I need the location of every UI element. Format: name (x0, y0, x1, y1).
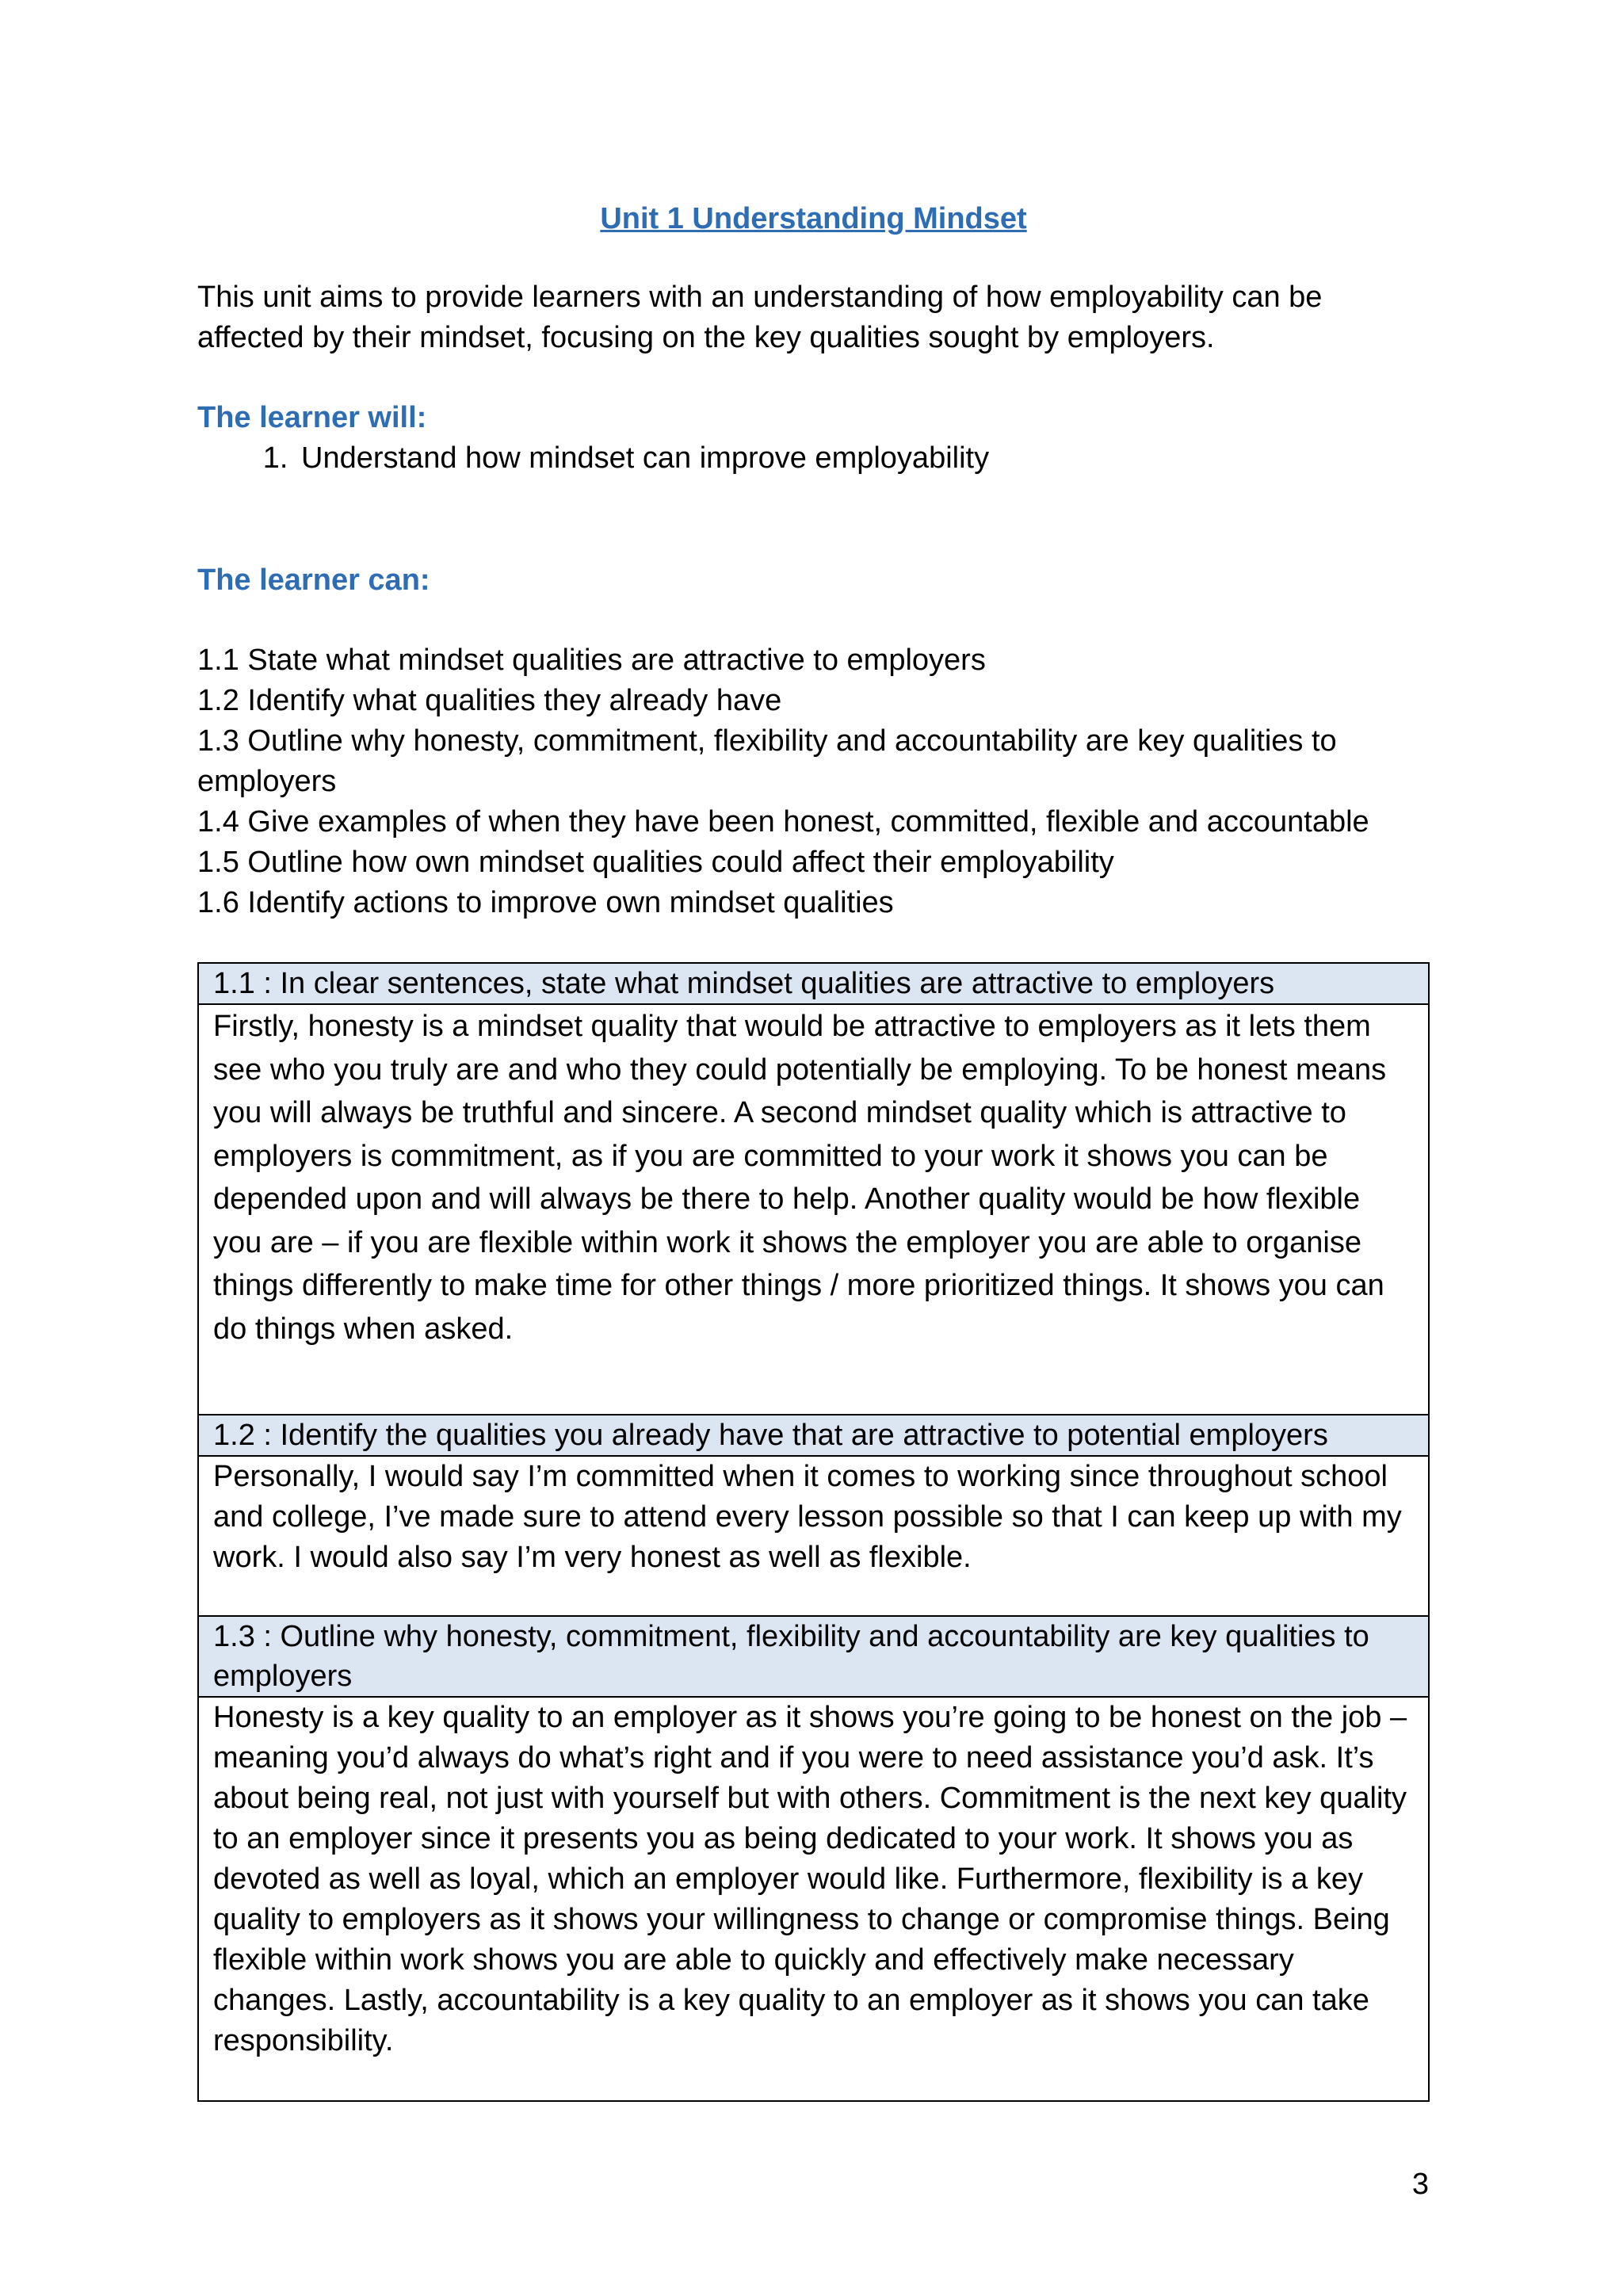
criteria-item: 1.4 Give examples of when they have been honest, committed, flexible and accountable (197, 805, 1369, 839)
criteria-item: 1.1 State what mindset qualities are attractive to employers (197, 644, 986, 677)
criteria-item: 1.2 Identify what qualities they already have (197, 684, 782, 717)
unit-title: Unit 1 Understanding Mindset (600, 202, 1027, 235)
question-answer-table (197, 962, 1430, 2102)
learner-will-heading: The learner will: (197, 401, 427, 434)
learning-outcome-item: 1. Understand how mindset can improve employability (296, 438, 1430, 479)
question-cell: 1.2 : Identify the qualities you already have that are attractive to potential employers (198, 1415, 1429, 1456)
learner-can-heading: The learner can: (197, 563, 430, 597)
question-cell: 1.1 : In clear sentences, state what mindset qualities are attractive to employers (198, 963, 1429, 1004)
table-row (198, 1415, 1429, 1456)
table-row (198, 1697, 1429, 2101)
table-row (198, 1616, 1429, 1697)
criteria-item: 1.5 Outline how own mindset qualities could affect their employability (197, 846, 1114, 879)
criteria-item: 1.6 Identify actions to improve own mindset qualities (197, 886, 894, 919)
table-row (198, 1456, 1429, 1616)
question-cell: 1.3 : Outline why honesty, commitment, flexibility and accountability are key qualities to employers (198, 1616, 1429, 1697)
learning-outcomes-list (197, 438, 1430, 479)
answer-cell: Personally, I would say I’m committed when it comes to working since throughout school and college, I’ve made sure to attend every lesson possible so that I can keep up with my work. I would also say I’m very honest as well as flexible. (198, 1456, 1429, 1616)
page-number: 3 (1411, 2168, 1429, 2201)
assessment-criteria-list (197, 640, 1430, 923)
answer-cell: Firstly, honesty is a mindset quality that would be attractive to employers as it lets them see who you truly are and who they could potentially be employing. To be honest means you will always be truthful and sincere. A second mindset quality which is attractive to employers is commitment, as if you are committed to your work it shows you can be depended upon and will always be there to help. Another quality would be how flexible you are – if you are flexible within work it shows the employer you are able to organise things differently to make time for other things / more prioritized things. It shows you can do things when asked. (198, 1004, 1429, 1415)
table-row (198, 1004, 1429, 1415)
criteria-item: 1.3 Outline why honesty, commitment, flexibility and accountability are key qualities to employers (197, 724, 1337, 798)
table-row (198, 963, 1429, 1004)
document-page (197, 190, 1430, 2102)
answer-cell: Honesty is a key quality to an employer as it shows you’re going to be honest on the job – meaning you’d always do what’s right and if you were to need assistance you’d ask. It’s about being real, not just with yourself but with others. Commitment is the next key quality to an employer since it presents you as being dedicated to your work. It shows you as devoted as well as loyal, which an employer would like. Furthermore, flexibility is a key quality to employers as it shows your willingness to change or compromise things. Being flexible within work shows you are able to quickly and effectively make necessary changes. Lastly, accountability is a key quality to an employer as it shows you can take responsibility. (198, 1697, 1429, 2101)
unit-intro: This unit aims to provide learners with an understanding of how employability can be affected by their mindset, focusing on the key qualities sought by employers. (197, 281, 1323, 354)
